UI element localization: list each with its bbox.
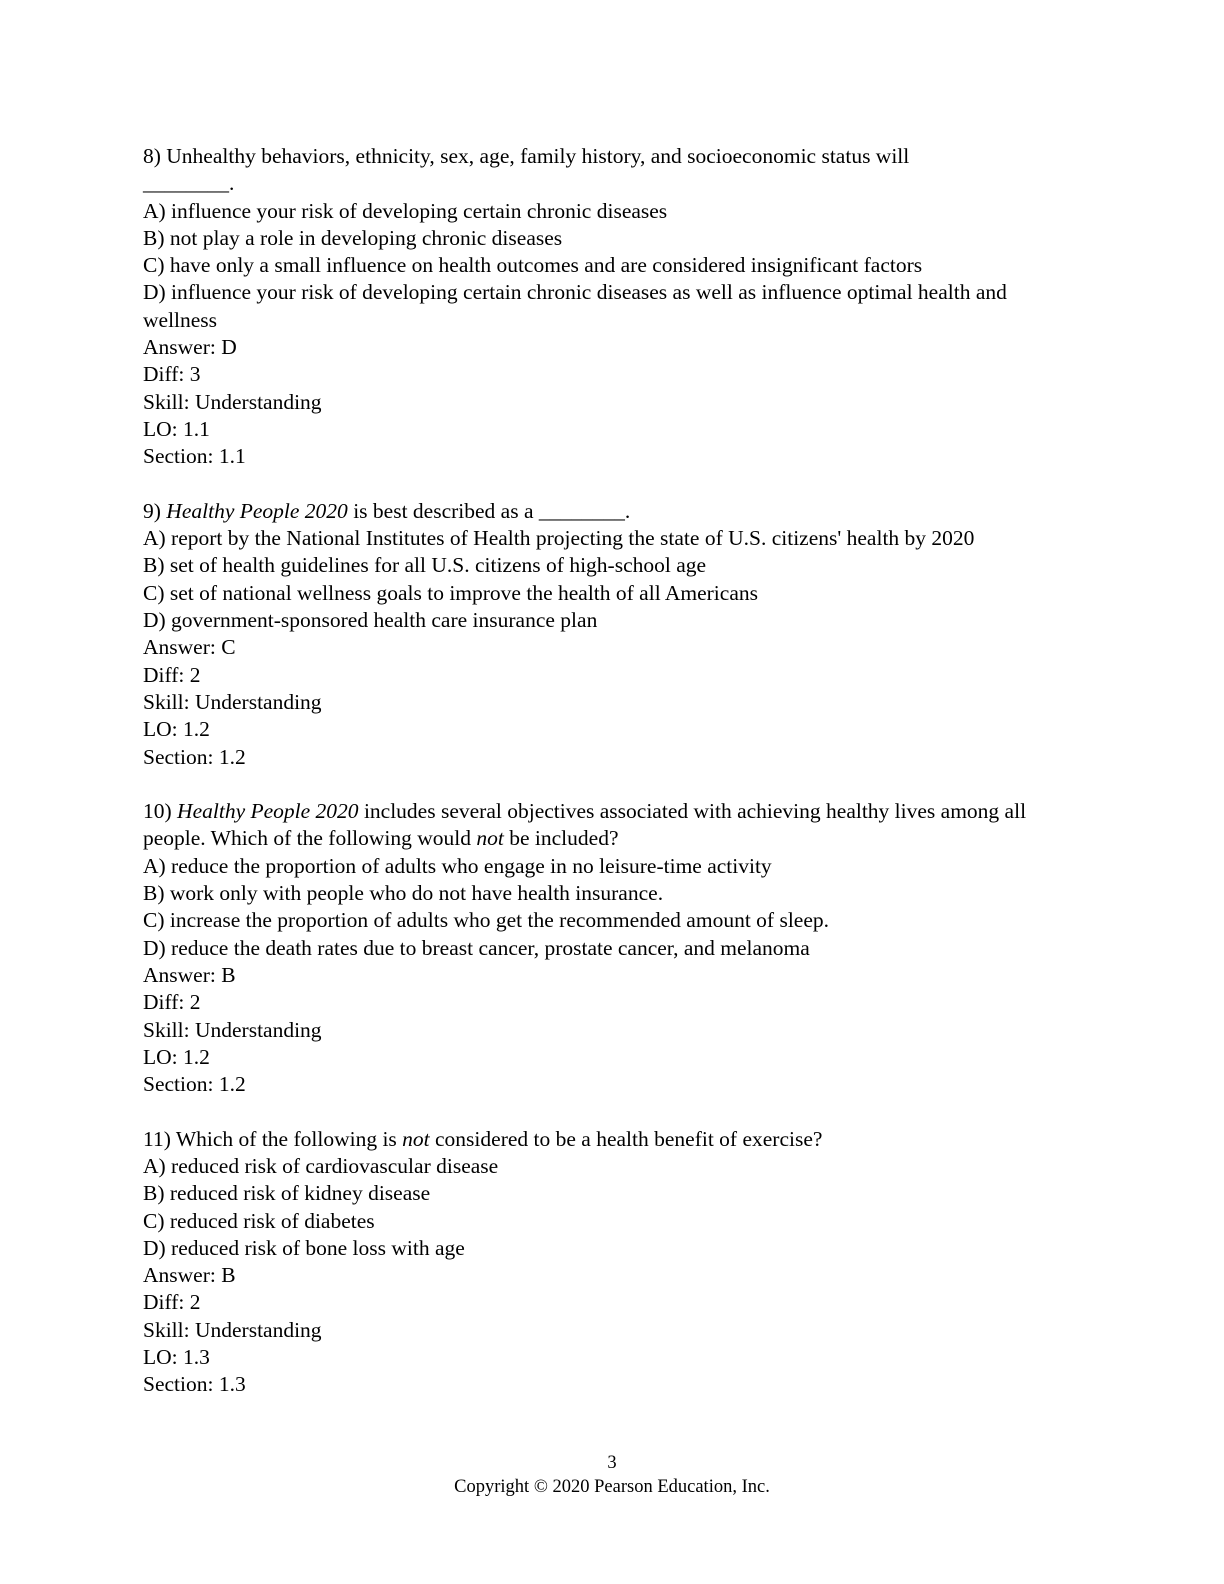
question-11 [143, 1126, 1083, 1399]
option-b: B) not play a role in developing chronic diseases [143, 225, 563, 250]
section: Section: 1.3 [143, 1372, 246, 1397]
skill: Skill: Understanding [143, 689, 322, 714]
option-a: A) report by the National Institutes of Health projecting the state of U.S. citizens' health by 2020 [143, 526, 975, 551]
skill: Skill: Understanding [143, 1317, 322, 1342]
question-10 [143, 798, 1083, 1098]
option-d: D) influence your risk of developing certain chronic diseases as well as influence optimal health and wellness [143, 280, 1013, 332]
difficulty: Diff: 2 [143, 1290, 201, 1315]
option-c: C) reduced risk of diabetes [143, 1208, 375, 1233]
skill: Skill: Understanding [143, 389, 322, 414]
learning-objective: LO: 1.2 [143, 717, 210, 742]
document-body [143, 143, 1083, 1426]
question-stem [143, 798, 1083, 853]
option-a: A) reduce the proportion of adults who engage in no leisure-time activity [143, 853, 772, 878]
option-b: B) work only with people who do not have health insurance. [143, 881, 664, 906]
page-number: 3 [607, 1453, 617, 1473]
stem-prefix: 10) [143, 799, 178, 824]
option-b: B) set of health guidelines for all U.S. citizens of high-school age [143, 553, 707, 578]
option-a: A) reduced risk of cardiovascular disease [143, 1153, 499, 1178]
section: Section: 1.2 [143, 1072, 246, 1097]
option-d: D) government-sponsored health care insurance plan [143, 608, 598, 633]
section: Section: 1.1 [143, 444, 246, 469]
learning-objective: LO: 1.2 [143, 1044, 210, 1069]
stem-suffix: is best described as a ________. [347, 498, 631, 523]
stem-suffix: considered to be a health benefit of exercise? [429, 1126, 823, 1151]
learning-objective: LO: 1.3 [143, 1345, 210, 1370]
section: Section: 1.2 [143, 744, 246, 769]
question-8 [143, 143, 1083, 471]
question-stem-blank: ________. [143, 171, 235, 196]
difficulty: Diff: 2 [143, 990, 201, 1015]
question-stem: 8) Unhealthy behaviors, ethnicity, sex, age, family history, and socioeconomic status will [143, 144, 910, 168]
option-d: D) reduce the death rates due to breast cancer, prostate cancer, and melanoma [143, 935, 810, 960]
difficulty: Diff: 2 [143, 662, 201, 687]
stem-italic-title: Healthy People 2020 [166, 498, 348, 523]
option-d: D) reduced risk of bone loss with age [143, 1235, 465, 1260]
question-9 [143, 498, 1083, 771]
copyright-notice: Copyright © 2020 Pearson Education, Inc. [454, 1477, 770, 1497]
stem-prefix: 9) [143, 498, 167, 523]
option-b: B) reduced risk of kidney disease [143, 1181, 431, 1206]
question-stem [143, 498, 1083, 525]
stem-suffix: be included? [503, 826, 619, 851]
learning-objective: LO: 1.1 [143, 416, 210, 441]
question-stem [143, 1126, 1083, 1153]
stem-middle: includes several objectives associated with achieving healthy lives among all people. Which of the following would [143, 799, 1032, 851]
answer: Answer: C [143, 635, 236, 660]
answer: Answer: B [143, 962, 236, 987]
answer: Answer: B [143, 1263, 236, 1288]
difficulty: Diff: 3 [143, 362, 201, 387]
option-c: C) have only a small influence on health outcomes and are considered insignificant factors [143, 253, 923, 278]
stem-prefix: 11) Which of the following is [143, 1126, 403, 1151]
stem-italic-title: Healthy People 2020 [177, 799, 359, 824]
skill: Skill: Understanding [143, 1017, 322, 1042]
option-a: A) influence your risk of developing certain chronic diseases [143, 198, 668, 223]
stem-italic-not: not [402, 1126, 430, 1151]
stem-italic-not: not [476, 826, 504, 851]
option-c: C) increase the proportion of adults who get the recommended amount of sleep. [143, 908, 830, 933]
option-c: C) set of national wellness goals to improve the health of all Americans [143, 580, 758, 605]
answer: Answer: D [143, 335, 237, 360]
